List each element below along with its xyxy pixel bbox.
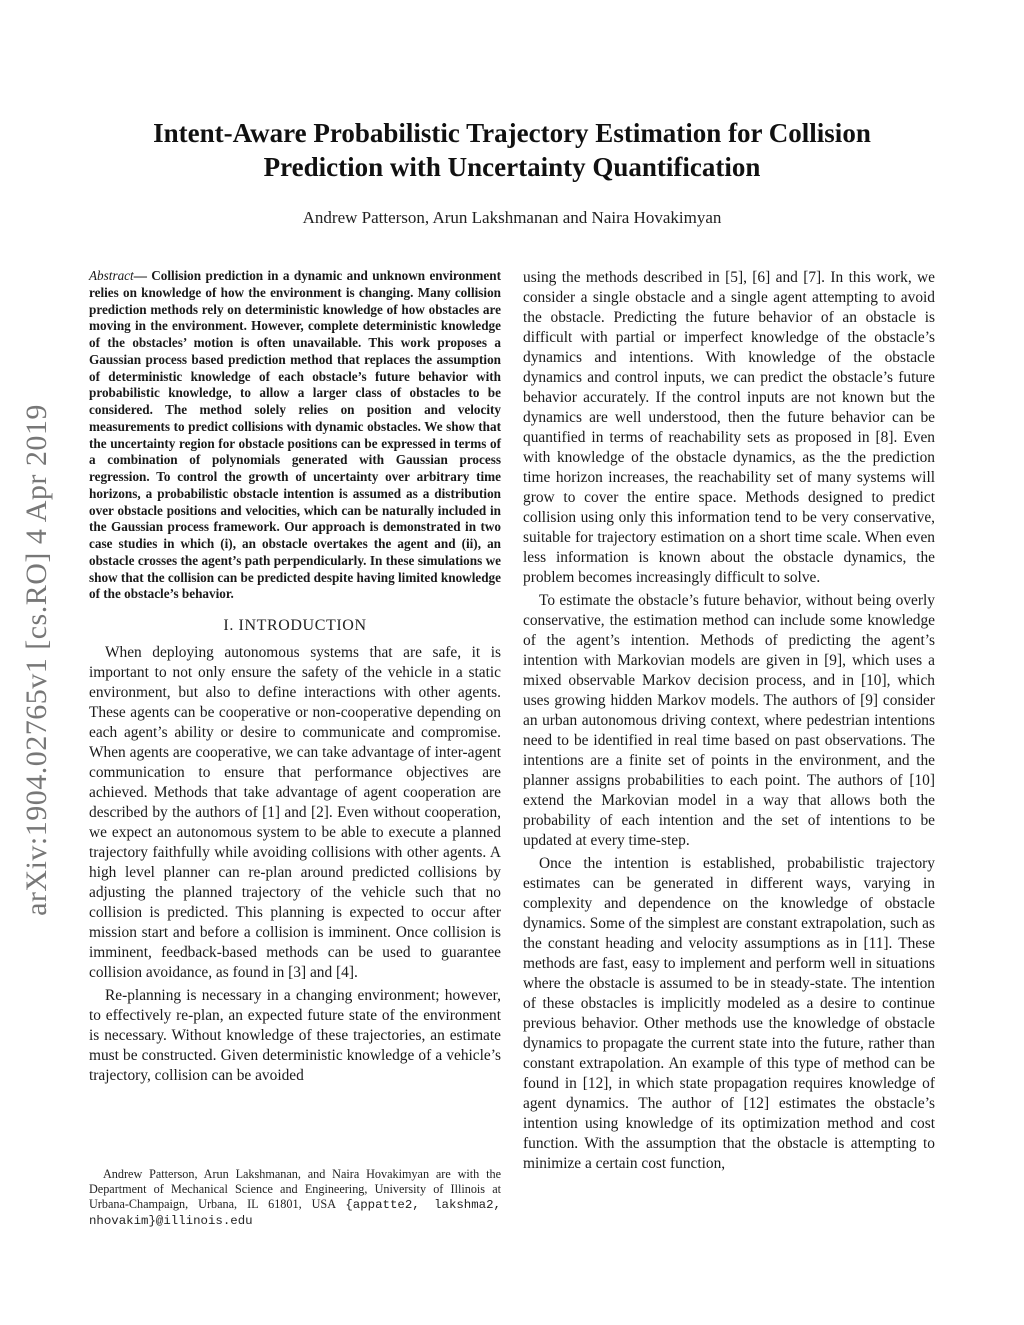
section-heading-introduction: I. INTRODUCTION <box>223 617 367 634</box>
intro-paragraph-2: Re-planning is necessary in a changing environment; however, to effectively re-plan, an expected future state of the environment is necessary. Without knowledge of these trajectories, an estimate must be constructed. Given deterministic knowledge of a vehicle’s trajectory, collision can be avoided <box>89 987 501 1084</box>
left-column <box>89 268 501 1086</box>
intro-paragraph-1: When deploying autonomous systems that are safe, it is important to not only ensure the safety of the vehicle in a static environment, but also to define interactions with other agents. These agents can be cooperative or non-cooperative depending on each agent’s ability or desire to communicate and compromise. When agents are cooperative, we can take advantage of inter-agent communication to ensure that performance objectives are achieved. Methods that take advantage of agent cooperation are described by the authors of [1] and [2]. Even without cooperation, we expect an autonomous system to be able to execute a planned trajectory faithfully while avoiding collisions with other agents. A high level planner can re-plan around predicted collisions by adjusting the planned trajectory of the vehicle such that no collision is predicted. This planning is expected to occur after mission start and before a collision is imminent. Once collision is imminent, feedback-based methods can be used to guarantee collision avoidance, as found in [3] and [4]. <box>89 644 501 981</box>
paper-title <box>100 116 924 184</box>
right-column <box>523 268 935 1174</box>
title-line-2: Prediction with Uncertainty Quantification <box>263 152 761 182</box>
right-paragraph-1: using the methods described in [5], [6] and [7]. In this work, we consider a single obstacle and a single agent attempting to avoid the obstacle. Predicting the future behavior of an obstacle is difficult with partial or imperfect knowledge of the obstacle’s dynamics and intentions. With knowledge of the obstacle dynamics and control inputs, we can predict the obstacle’s future behavior accurately. If the control inputs are not known but the dynamics are well understood, then the future behavior can be quantified in terms of reachability sets as proposed in [8]. Even with knowledge of the obstacle dynamics, as the the prediction time horizon increases, the reachability set of many systems will grow to cover the entire space. Methods designed to predict collision using only this information tend to be very conservative, suitable for trajectory estimation on a short time scale. When even less information is known about the obstacle dynamics, the problem becomes increasingly difficult to solve. <box>523 269 935 586</box>
title-line-1: Intent-Aware Probabilistic Trajectory Estimation for Collision <box>153 118 871 148</box>
right-paragraph-3: Once the intention is established, probabilistic trajectory estimates can be generated in different ways, varying in complexity and dependence on the knowledge of obstacle dynamics. Some of the simplest are constant extrapolation, such as the constant heading and velocity assumptions as in [11]. These methods are fast, easy to implement and perform well in situations where the obstacle is assumed to be in steady-state. The intention of these obstacles is implicitly modeled as a desire to continue previous behavior. Other methods use the knowledge of obstacle dynamics to propagate the current state into the future, rather than constant extrapolation. An example of this type of method can be found in [12], in which state propagation requires knowledge of agent dynamics. The author of [12] estimates the obstacle’s intention using knowledge of its optimization method and cost function. With the assumption that the obstacle is attempting to minimize a certain cost function, <box>523 855 935 1172</box>
right-paragraph-2: To estimate the obstacle’s future behavior, without being overly conservative, the estimation method can include some knowledge of the agent’s intention. Methods of predicting the agent’s intention with Markovian models are given in [9], which uses a mixed observable Markov decision process, and in [10], which uses growing hidden Markov models. The authors of [9] consider an urban autonomous driving context, where pedestrian intentions need to be identified in real time based on past observations. The intentions are a finite set of points in the environment, and the planner assigns probabilities to each point. The authors of [10] extend the Markovian model in a way that allows both the probability of each intention and the set of intentions to be updated at every time-step. <box>523 592 935 849</box>
arxiv-identifier: arXiv:1904.02765v1 [cs.RO] 4 Apr 2019 <box>20 404 53 916</box>
footnote-emails: {appatte2, lakshma2, nhovakim}@illinois.edu <box>89 1198 501 1228</box>
arxiv-sidebar-stamp <box>14 360 60 960</box>
abstract-label: Abstract <box>89 268 134 283</box>
abstract-text: — Collision prediction in a dynamic and unknown environment relies on knowledge of how the environment is changing. Many collision prediction methods rely on deterministic knowledge of how obstacles are moving in the environment. However, complete deterministic knowledge of the obstacles’ motion is often unavailable. This work proposes a Gaussian process based prediction method that replaces the assumption of deterministic knowledge of each obstacle’s future behavior with probabilistic knowledge, to allow a larger class of obstacles to be considered. The method solely relies on position and velocity measurements to predict collisions with dynamic obstacles. We show that the uncertainty region for obstacle positions can be expressed in terms of a combination of polynomials generated with Gaussian process regression. To control the growth of uncertainty over arbitrary time horizons, a probabilistic obstacle intention is assumed as a distribution over obstacle positions and velocities, which can be naturally included in the Gaussian process framework. Our approach is demonstrated in two case studies in which (i), an obstacle overtakes the agent and (ii), an obstacle crosses the agent’s path perpendicularly. In these simulations we show that the collision can be predicted despite having limited knowledge of the obstacle’s behavior. <box>89 268 501 602</box>
author-affiliation-footnote <box>89 1167 501 1229</box>
author-list: Andrew Patterson, Arun Lakshmanan and Naira Hovakimyan <box>302 208 722 227</box>
abstract <box>89 268 501 603</box>
footnote-text: Andrew Patterson, Arun Lakshmanan, and Naira Hovakimyan are with the Department of Mechanical Science and Engineering, University of Illinois at Urbana-Champaign, Urbana, IL 61801, USA <box>89 1167 501 1211</box>
